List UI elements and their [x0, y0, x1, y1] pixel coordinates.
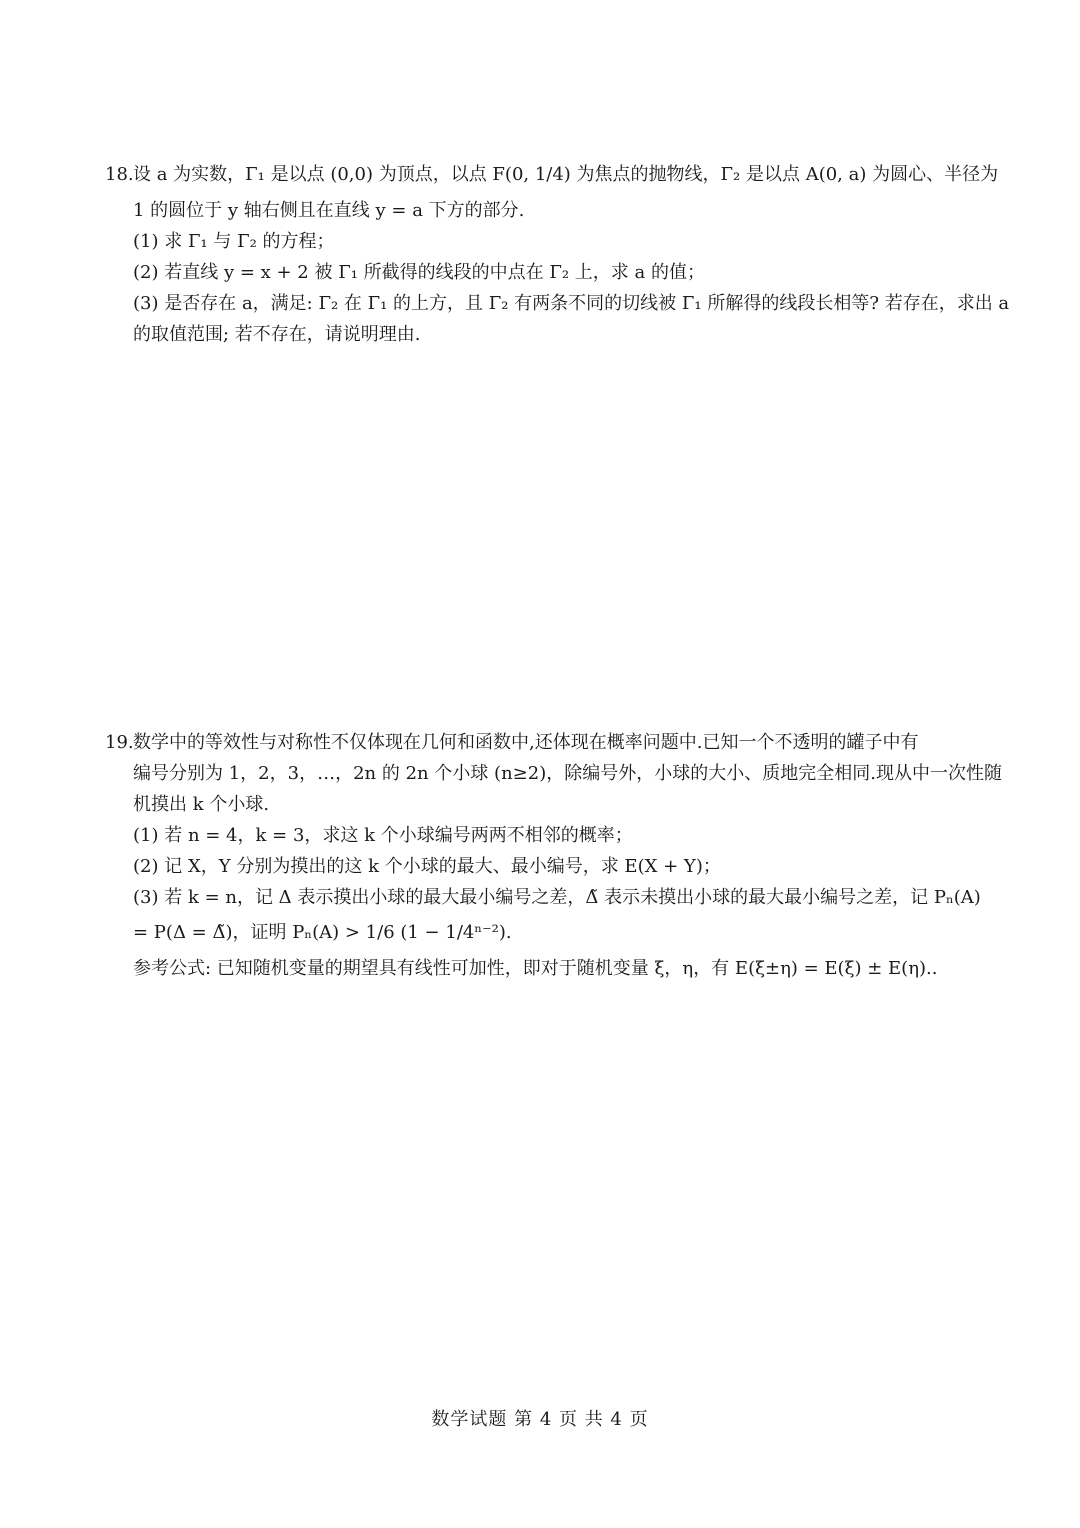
problem-19-part-1: (1) 若 n = 4，k = 3，求这 k 个小球编号两两不相邻的概率； [133, 825, 633, 846]
problem-19-number: 19. [105, 732, 134, 753]
problem-19-reference-formula: 参考公式: 已知随机变量的期望具有线性可加性，即对于随机变量 ξ，η，有 E(ξ±η) = E(ξ) ± E(η).. [133, 958, 938, 979]
problem-18-part-1: (1) 求 Γ₁ 与 Γ₂ 的方程； [133, 231, 335, 252]
problem-19-part-3: (3) 若 k = n，记 Δ 表示摸出小球的最大最小编号之差，Δ̃ 表示未摸出小球的最大最小编号之差，记 Pₙ(A) [133, 887, 981, 908]
problem-18 [105, 155, 1010, 350]
problem-18-line-2: 1 的圆位于 y 轴右侧且在直线 y = a 下方的部分. [133, 200, 525, 221]
problem-18-number: 18. [105, 164, 134, 185]
page-footer: 数学试题 第 4 页 共 4 页 [431, 1409, 649, 1430]
problem-18-part-3-cont: 的取值范围; 若不存在，请说明理由. [133, 324, 421, 345]
problem-18-line-1 [105, 155, 999, 195]
problem-18-part-2: (2) 若直线 y = x + 2 被 Γ₁ 所截得的线段的中点在 Γ₂ 上，求 a 的值； [133, 262, 705, 283]
problem-18-text-1: 设 a 为实数，Γ₁ 是以点 (0,0) 为顶点，以点 F(0, 1/4) 为焦点的抛物线，Γ₂ 是以点 A(0, a) 为圆心、半径为 [133, 164, 999, 185]
problem-19-line-3: 机摸出 k 个小球. [133, 794, 270, 815]
problem-19-part-3-formula: = P(Δ = Δ̃)，证明 Pₙ(A) > 1/6 (1 − 1/4ⁿ⁻²). [133, 922, 512, 943]
problem-19-part-2: (2) 记 X，Y 分别为摸出的这 k 个小球的最大、最小编号，求 E(X + Y)； [133, 856, 721, 877]
problem-19 [105, 727, 1002, 984]
problem-19-text-1: 数学中的等效性与对称性不仅体现在几何和函数中,还体现在概率问题中.已知一个不透明的罐子中有 [133, 732, 919, 753]
problem-19-line-2: 编号分别为 1，2，3，…，2n 的 2n 个小球 (n≥2)，除编号外，小球的大小、质地完全相同.现从中一次性随 [133, 763, 1002, 784]
problem-19-line-1 [105, 727, 985, 758]
problem-18-part-3: (3) 是否存在 a，满足: Γ₂ 在 Γ₁ 的上方，且 Γ₂ 有两条不同的切线被 Γ₁ 所解得的线段长相等? 若存在，求出 a [133, 293, 1010, 314]
